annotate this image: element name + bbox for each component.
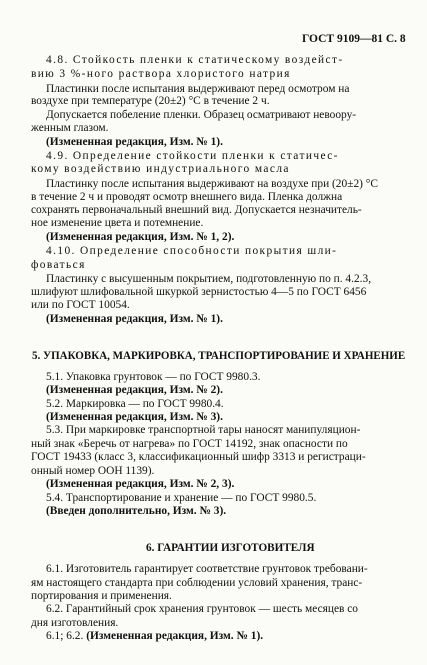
text-line: (Измененная редакция, Изм. № 2, 3). bbox=[46, 478, 235, 490]
text-line: Пластинки после испытания выдерживают перед осмотром на bbox=[46, 83, 350, 95]
text-line: фоваться bbox=[31, 259, 86, 271]
text-line: портирования и применения. bbox=[31, 590, 172, 602]
text-line: 4.10. Определение способности покрытия шли- bbox=[46, 245, 338, 257]
text-line: в течение 2 ч и проводят осмотр внешнего вида. Пленка должна bbox=[31, 191, 343, 203]
text-line: (Измененная редакция, Изм. № 1). bbox=[46, 313, 223, 325]
section-heading: 5. УПАКОВКА, МАРКИРОВКА, ТРАНСПОРТИРОВАНИЕ И ХРАНЕНИЕ bbox=[32, 350, 406, 362]
text-line: (Измененная редакция, Изм. № 1). bbox=[46, 136, 223, 148]
text-line: 4.8. Стойкость пленки к статическому воздейст- bbox=[46, 54, 344, 66]
text-line: или по ГОСТ 10054. bbox=[31, 299, 130, 311]
text-line: (Измененная редакция, Изм. № 2). bbox=[46, 384, 223, 396]
text-line: шлифуют шлифовальной шкуркой зернистостью 4—5 по ГОСТ 6456 bbox=[31, 286, 367, 298]
text-line: 5.2. Маркировка — по ГОСТ 9980.4. bbox=[46, 398, 224, 410]
text-line: вию 3 %-ного раствора хлористого натрия bbox=[31, 68, 291, 80]
text-line: 6.1; 6.2. (Измененная редакция, Изм. № 1). bbox=[46, 630, 264, 642]
text-line: (Введен дополнительно, Изм. № 3). bbox=[46, 505, 227, 517]
text-line: 4.9. Определение стойкости пленки к статичес- bbox=[46, 150, 339, 162]
text-line: 5.4. Транспортирование и хранение — по ГОСТ 9980.5. bbox=[46, 492, 317, 504]
text-line: (Измененная редакция, Изм. № 1, 2). bbox=[46, 231, 235, 243]
section-heading: 6. ГАРАНТИИ ИЗГОТОВИТЕЛЯ bbox=[146, 542, 315, 554]
text-line: 5.1. Упаковка грунтовок — по ГОСТ 9980.3. bbox=[46, 371, 261, 383]
text-line: женным глазом. bbox=[31, 122, 109, 134]
text-line: воздухе при температуре (20±2) °С в течение 2 ч. bbox=[31, 95, 270, 107]
text-line: онный номер ООН 1139). bbox=[31, 465, 155, 477]
text-line: ное изменение цвета и потемнение. bbox=[31, 217, 204, 229]
text-line: 6.2. Гарантийный срок хранения грунтовок — шесть месяцев со bbox=[46, 603, 359, 615]
text-line: 5.3. При маркировке транспортной тары наносят манипуляцион- bbox=[46, 424, 361, 436]
page-header: ГОСТ 9109—81 С. 8 bbox=[302, 33, 406, 45]
text-line: (Измененная редакция, Изм. № 3). bbox=[46, 411, 223, 423]
text-line: 6.1. Изготовитель гарантирует соответствие грунтовок требовани- bbox=[46, 563, 368, 575]
text-line: ГОСТ 19433 (класс 3, классификационный шифр 3313 и регистраци- bbox=[31, 451, 366, 463]
text-line: кому воздействию индустриального масла bbox=[31, 163, 290, 175]
text-line: Пластинку после испытания выдерживают на воздухе при (20±2) °С bbox=[46, 178, 378, 190]
text-line: ям настоящего стандарта при соблюдении условий хранения, транс- bbox=[31, 577, 363, 589]
text-line: дня изготовления. bbox=[31, 617, 119, 629]
text-line: сохранять первоначальный внешний вид. Допускается незначитель- bbox=[31, 204, 362, 216]
text-line: Пластинку с высушенным покрытием, подготовленную по п. 4.2.3, bbox=[46, 273, 372, 285]
text-line: ный знак «Беречь от нагрева» по ГОСТ 14192, знак опасности по bbox=[31, 438, 348, 450]
text-line: Допускается побеление пленки. Образец осматривают невоору- bbox=[46, 109, 357, 121]
